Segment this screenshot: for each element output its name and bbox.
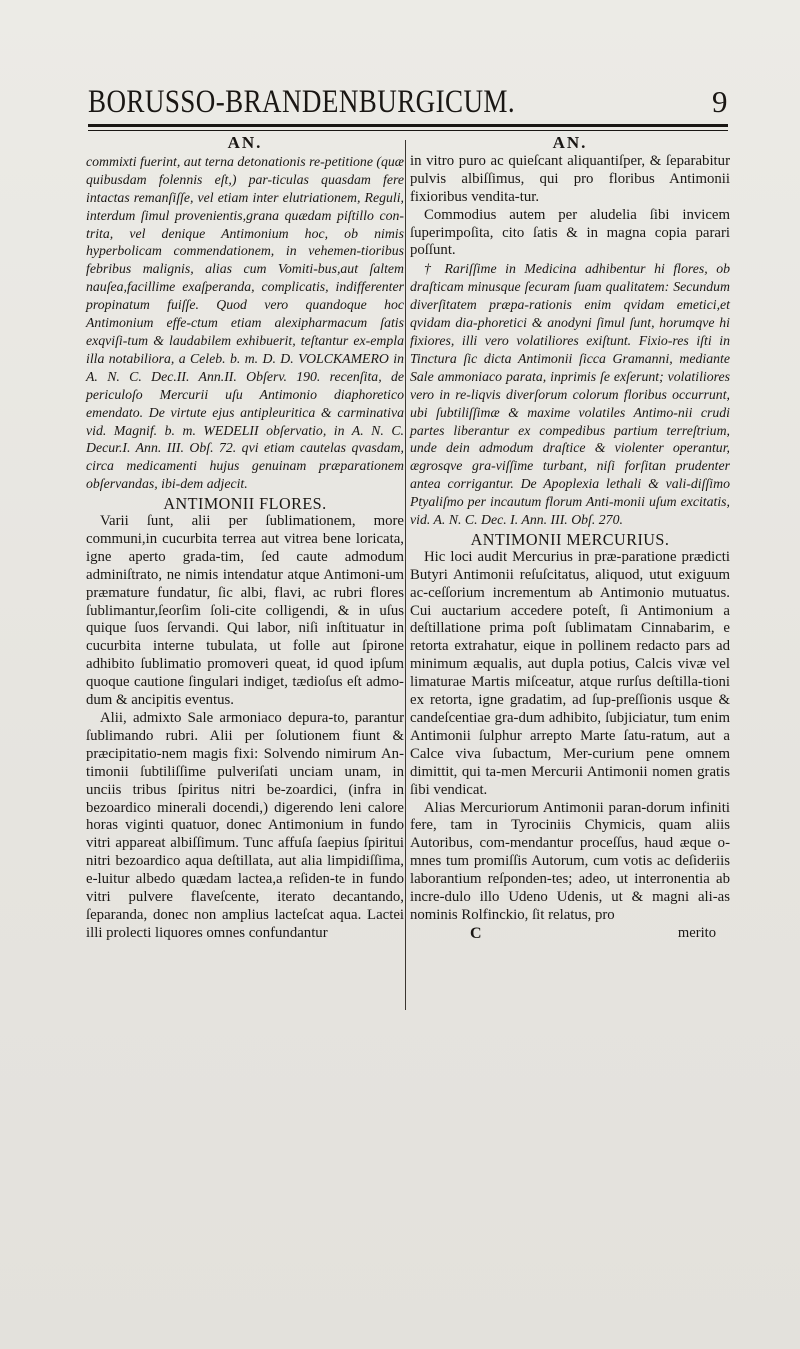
column-divider <box>405 140 406 1010</box>
signature-mark: C <box>470 924 482 942</box>
header-rule-thick <box>88 124 728 127</box>
page-number: 9 <box>712 84 728 119</box>
left-column <box>86 134 404 943</box>
running-head-title: BORUSSO-BRANDENBURGICUM. <box>88 84 516 120</box>
running-head <box>88 84 728 121</box>
right-column-head: AN. <box>552 133 588 152</box>
right-paragraph-3-note: † Rariſſime in Medicina adhibentur hi flores, ob draſticam minusque ſecuram ſuam qualitatem: Secundum diverſitatem præpa-rationis enim qvidam emetici,et qvidam dia-phoretici & anodyni ſimul ſunt, horumqve hi fixiores, illi vero volatiliores exiſtunt. Fixio-res iſti in Tinctura ſic dicta Antimonii ſicca Gramanni, mediante Sale ammoniaco parata, inprimis ſe exſerunt; volatiliores vero in re-liqvis diverſorum colorum floribus occurrunt, ubi ſubtiliſſimæ & maxime volatiles Antimo-nii crudi partes liberantur ex compedibus partium terreſtrium, unde dein admodum draſtice & violenter operantur, ægrosqve gra-viſſime turbant, niſi forſitan prudenter antea corrigantur. De Apoplexia lethali & vali-diſſimo Ptyaliſmo per incautum florum Anti-monii uſum excitatis, vid. A. N. C. Dec. I. Ann. III. Obſ. 270. <box>410 261 730 528</box>
right-paragraph-4: Hic loci audit Mercurius in præ-paratione prædicti Butyri Antimonii reſuſcitatus, aliquod, utut exiguum ac-ceſſorium incrementum ab Antimonio mutuatus. Cui auctarium accedere poteſt, ſi Antimonium a deſtillatione prima poſt ſublimatam Cinnabarim, e retorta extrahatur, eique in pollinem redacto pars ad minimum æqualis, aut dupla potius, Calcis vivæ vel limaturae Martis miſceatur, atque rurſus deſtilla-tioni ex retorta, igne gradatim, ad ſup-preſſionis usque & candeſcentiae gra-dum adhibito, ſubjiciatur, tum enim Antimonii ſulphur arrepto Marte ſatu-ratum, aut a Calce viva ſubactum, Mer-curium pene omnem dimittit, qui ta-men Mercurii Antimonii nomen gratis ſibi vendicat. <box>410 548 730 798</box>
right-paragraph-5: Alias Mercuriorum Antimonii paran-dorum infiniti fere, tam in Tyrociniis Chymicis, quam aliis Autoribus, com-mendantur proceſſus, haud æque o-mnes tum promiſſis Autorum, cum votis ac deſideriis laborantium reſponden-tes; adeo, ut interronentia ab incre-dulo illo Udeno Udenis, ut & magni ali-as nominis Rolfinckio, ſit relatus, pro <box>410 799 730 923</box>
catchword: merito <box>677 924 716 941</box>
right-paragraph-1: in vitro puro ac quieſcant aliquantiſper, & ſeparabitur pulvis albiſſimus, qui pro floribus Antimonii fixioribus vendita-tur. <box>410 152 730 205</box>
left-paragraph-2: Varii ſunt, alii per ſublimationem, more communi,in cucurbita terrea aut vitrea bene loricata, igne aperto grada-tim, ſed caute admodum adminiſtrato, ne nimis intendatur atque Antimoni-um præmature fundatur, ſic albi, flavi, ac rubri flores ſublimantur,ſeorſim ſoli-cite colligendi, & in uſus quique ſuos ſervandi. Qui labor, niſi inſtituatur in cucurbita interne tubulata, ut folle aut ſpirone adhibito ſublimatio promoveri queat, id quod ipſum quoque cautione ſingulari indiget, tædioſus eſt admo-dum & ancipitis eventus. <box>86 513 404 709</box>
left-paragraph-1: commixti fuerint, aut terna detonationis re-petitione (quæ quibusdam folennis eſt,) par-ticulas quasdam fere intactas remanſiſſe, vel etiam inter elutriationem, Reguli, interdum ſimul provenientis,grana quædam piſtillo con-trita, vel denique Antimonium hoc, ob nimis hyperbolicam commendationem, in vehemen-tioribus febribus malignis, alias cum Vomiti-bus,aut ſaltem nauſea,facillime exaſperanda, complicatis, indifferenter propinatum fuiſſe. Quod vero quandoque hoc Antimonium effe-ctum etiam alexipharmacum ſatis exqviſi-tum & laudabilem exhibuerit, teſtantur ex-empla illa notabiliora, a Celeb. b. m. D. D. VOLCKAMERO in A. N. C. Dec.II. Ann.II. Obſerv. 190. recenſita, de periculoſo Mercurii uſu Antimonio diaphoretico emendato. De virtute ejus antipleuritica & carminativa vid. Magnif. b. m. WEDELII obſervatio, in A. N. C. Decur.I. Ann. III. Obſ. 72. qvi etiam cautelas qvasdam, circa medicamenti hujus genuinam præparationem obſervandas, ibi-dem adjecit. <box>86 153 404 492</box>
signature-line <box>410 925 730 943</box>
section-title-antimonii-flores: ANTIMONII FLORES. <box>163 494 327 514</box>
left-paragraph-3: Alii, admixto Sale armoniaco depura-to, parantur ſublimando rubri. Alii per ſolutionem fiunt & præcipitatio-nem magis fixi: Solvendo nimirum An-timonii ſubtiliſſime pulveriſati unciam unam, in unciis tribus ſpiritus nitri be-zoardici, (infra in bezoardico minerali docendi,) digerendo leni calore horas viginti quatuor, donec Antimonium in fundo vitri appareat albiſſimum. Tunc affuſa ſaepius ſpiritui nitri bezoardico aqua deſtillata, aut alia limpidiſſima, e-luitur albedo quædam lactea,a reſiden-te in fundo vitri pulvere flaveſcente, iterato decantando, ſeparanda, donec non amplius lacteſcat aqua. Lactei illi prolecti liquores omnes confundantur <box>86 710 404 941</box>
right-paragraph-2: Commodius autem per aludelia ſibi invicem ſuperimpoſita, cito ſatis & in magna copia parari poſſunt. <box>410 206 730 259</box>
right-column <box>410 134 730 943</box>
header-rule-thin <box>88 130 728 131</box>
left-column-head: AN. <box>227 133 263 152</box>
section-title-antimonii-mercurius: ANTIMONII MERCURIUS. <box>470 529 670 549</box>
